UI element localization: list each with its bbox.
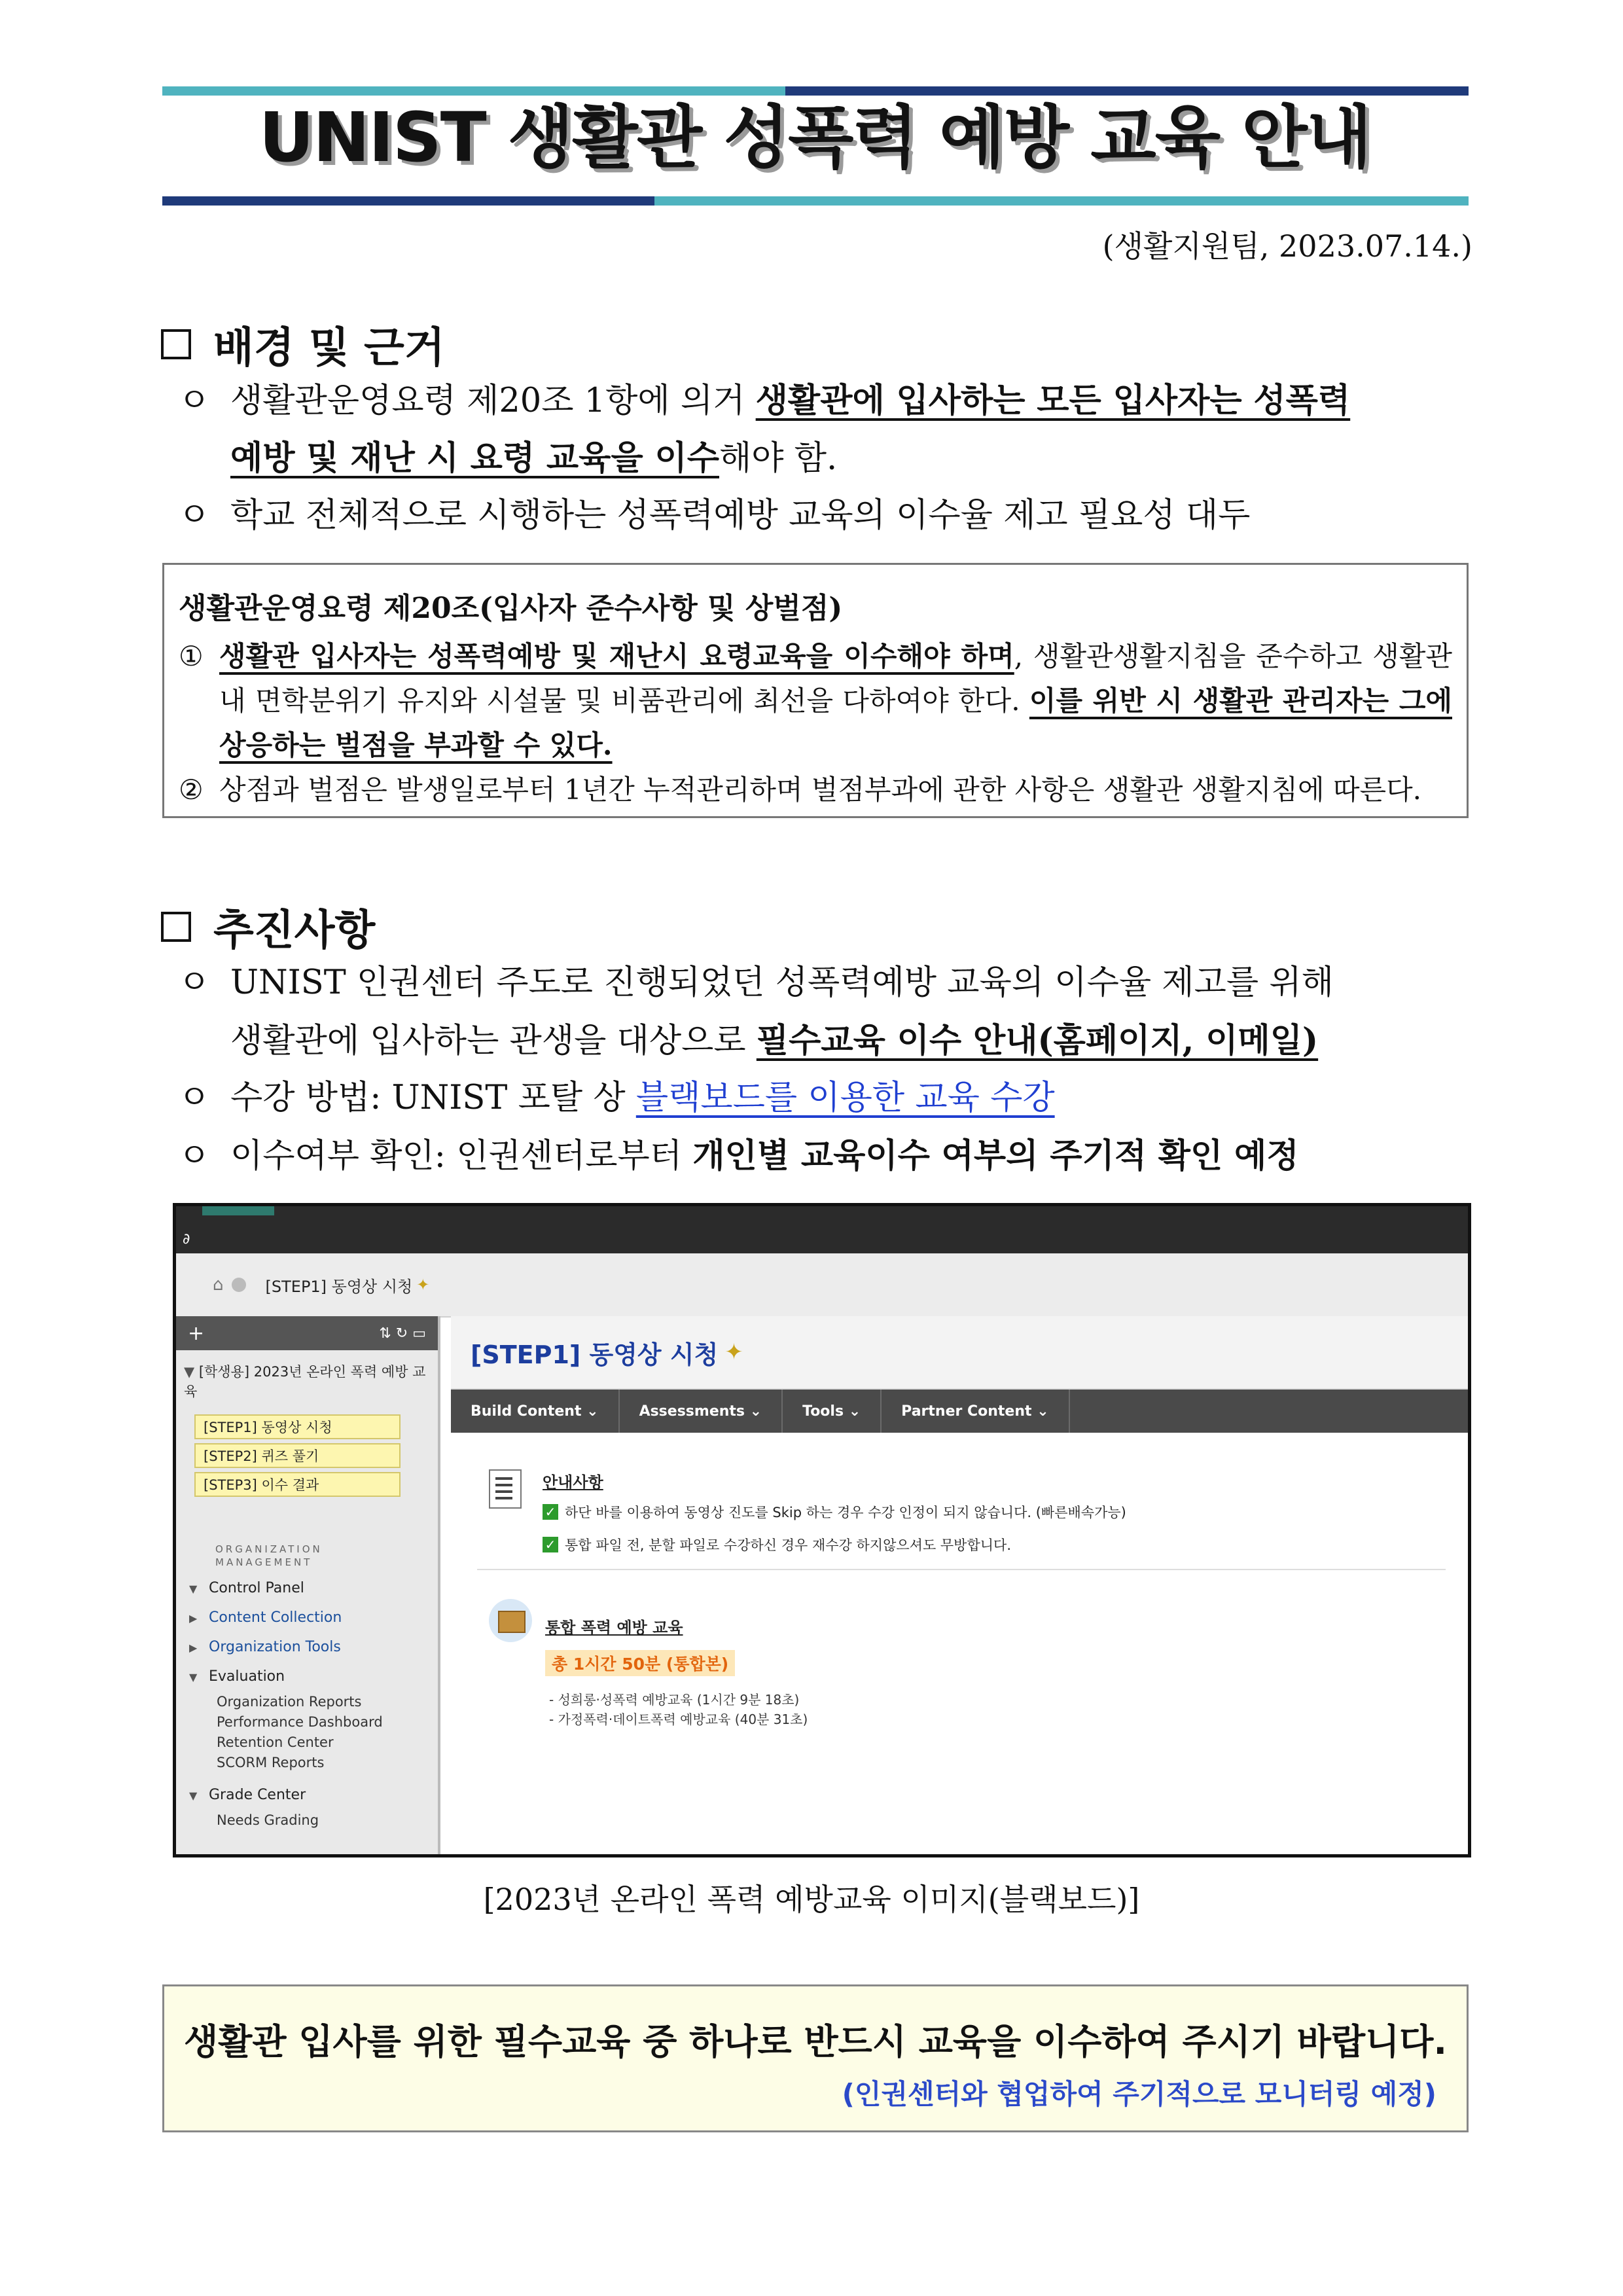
partner-content-menu[interactable]: Partner Content ⌄ [882, 1390, 1069, 1433]
org-label-line: ORGANIZATION [215, 1543, 323, 1555]
notice-line [543, 1535, 1011, 1554]
evaluation-link[interactable]: Performance Dashboard [217, 1714, 383, 1730]
bullet-mark: ㅇ [178, 963, 211, 1002]
bullet-item [178, 954, 1334, 1012]
bullet-emphasis: 필수교육 이수 안내(홈페이지, 이메일) [756, 1021, 1319, 1060]
top-header-bar [176, 1206, 1468, 1253]
content-page-title [451, 1316, 1471, 1390]
regulation-box [162, 563, 1469, 818]
bullet-text: 생활관에 입사하는 관생을 대상으로 [230, 1022, 757, 1060]
bullet-emphasis: 개인별 교육이수 여부의 주기적 확인 예정 [692, 1136, 1299, 1175]
menu-label: Partner Content [901, 1403, 1032, 1420]
section-heading-plan [161, 897, 375, 957]
bullet-item [178, 487, 1250, 545]
home-icon[interactable]: ⌂ [213, 1275, 224, 1295]
bullet-emphasis: 생활관에 입사하는 모든 입사자는 성폭력 [755, 381, 1351, 420]
title-bar-bottom-teal [654, 196, 1469, 206]
evaluation-link[interactable]: Organization Reports [217, 1694, 362, 1710]
notice-item-title[interactable]: 안내사항 [543, 1473, 603, 1492]
course-detail: - 가정폭력·데이트폭력 예방교육 (40분 31초) [549, 1712, 808, 1727]
checkbox-square-icon [161, 329, 191, 359]
bullet-continuation [230, 429, 837, 488]
add-icon[interactable]: + [188, 1321, 205, 1345]
evaluation-section[interactable] [176, 1662, 438, 1692]
title-bar-bottom-navy [162, 196, 686, 206]
sidebar-tools-icon[interactable]: ⇅ ↻ ▭ [379, 1325, 426, 1342]
organization-tools-link[interactable] [176, 1633, 438, 1662]
sidebar-item-step1[interactable] [194, 1414, 401, 1439]
step-label: [STEP3] 이수 결과 [204, 1477, 319, 1493]
brand-tab [202, 1206, 274, 1215]
regulation-emphasis: 이를 위반 시 생활관 관리자는 그에 상응하는 벌점을 부과할 수 있다. [219, 685, 1452, 761]
blackboard-link[interactable]: 블랙보드를 이용한 교육 수강 [635, 1079, 1055, 1117]
sidebar-item-step2[interactable] [194, 1443, 401, 1468]
bullet-mark: ㅇ [178, 382, 211, 420]
bullet-item [178, 1069, 1055, 1127]
course-title-text: [학생용] 2023년 온라인 폭력 예방 교육 [184, 1364, 426, 1399]
needs-grading-link[interactable]: Needs Grading [217, 1812, 319, 1828]
section-heading-background [161, 314, 445, 374]
content-area [451, 1316, 1471, 1857]
regulation-plain: , 생활관생활지침을 준수하고 생활관 내 면학분위기 유지와 시설물 및 비품관리에 최선을 다하여야 한다. [219, 640, 1452, 717]
notice-sub-text: (인권센터와 협업하여 주기적으로 모니터링 예정) [842, 2078, 1436, 2110]
org-label-line: MANAGEMENT [215, 1556, 313, 1568]
bullet-text: 생활관운영요령 제20조 1항에 의거 [230, 382, 756, 420]
bullet-continuation [230, 1012, 1318, 1070]
bullet-emphasis: 예방 및 재난 시 요령 교육을 이수 [230, 439, 719, 478]
sidebar-item-step3[interactable] [194, 1472, 401, 1497]
notice-box [162, 1984, 1469, 2132]
organization-tools-label: Organization Tools [209, 1639, 341, 1655]
figure-caption: [2023년 온라인 폭력 예방교육 이미지(블랙보드)] [483, 1882, 1140, 1917]
menu-label: Assessments [639, 1403, 745, 1420]
bullet-text: 학교 전체적으로 시행하는 성폭력예방 교육의 이수율 제고 필요성 대두 [230, 496, 1251, 535]
menu-label: Build Content [471, 1403, 582, 1420]
course-item-title[interactable]: 통합 폭력 예방 교육 [545, 1619, 683, 1637]
bullet-text: UNIST 인권센터 주도로 진행되었던 성폭력예방 교육의 이수율 제고를 위해 [230, 963, 1334, 1002]
notice-line [543, 1502, 1126, 1522]
bullet-text: 이수여부 확인: 인권센터로부터 [230, 1137, 693, 1175]
page-title: UNIST 생활관 성폭력 예방 교육 안내 [259, 98, 1371, 177]
checkbox-square-icon [161, 912, 191, 942]
step-label: [STEP2] 퀴즈 풀기 [204, 1448, 319, 1464]
course-detail: - 성희롱·성폭력 예방교육 (1시간 9분 18초) [549, 1692, 800, 1708]
link-icon: ∂ [183, 1231, 190, 1247]
evaluation-link[interactable]: SCORM Reports [217, 1755, 325, 1770]
package-icon [489, 1599, 532, 1642]
content-collection-label: Content Collection [209, 1609, 342, 1626]
course-menu-sidebar [176, 1316, 440, 1857]
expand-triangle-icon: ▶ [189, 1612, 198, 1624]
tools-menu[interactable]: Tools ⌄ [783, 1390, 882, 1433]
regulation-item [179, 634, 1452, 768]
green-check-icon: ✓ [543, 1504, 558, 1520]
collapse-triangle-icon: ▼ [189, 1789, 198, 1802]
collapse-triangle-icon: ▼ [184, 1364, 199, 1380]
control-panel-label: Control Panel [209, 1580, 304, 1596]
bullet-mark: ㅇ [178, 1079, 211, 1117]
section-heading-text: 배경 및 근거 [213, 324, 445, 372]
bullet-text: 해야 함. [719, 439, 838, 478]
notice-line-text: 통합 파일 전, 분할 파일로 수강하신 경우 재수강 하지않으셔도 무방합니다. [565, 1537, 1012, 1553]
notice-line-text: 하단 바를 이용하여 동영상 진도를 Skip 하는 경우 수강 인정이 되지 않습니다. (빠른배속가능) [565, 1505, 1126, 1520]
build-content-menu[interactable]: Build Content ⌄ [451, 1390, 620, 1433]
control-panel[interactable] [176, 1574, 438, 1604]
section-heading-text: 추진사항 [213, 906, 376, 955]
action-bar [451, 1390, 1471, 1433]
breadcrumb [176, 1253, 1468, 1318]
bullet-mark: ㅇ [178, 496, 211, 535]
chevron-down-icon[interactable] [232, 1278, 246, 1292]
green-check-icon: ✓ [543, 1537, 558, 1552]
regulation-number: ② [179, 774, 204, 806]
notice-content-item [477, 1460, 1446, 1570]
dateline: (생활지원팀, 2023.07.14.) [1102, 228, 1472, 264]
menu-label: Tools [802, 1403, 844, 1420]
collapse-triangle-icon: ▼ [189, 1671, 198, 1683]
content-collection-link[interactable] [176, 1604, 438, 1633]
star-icon: ✦ [724, 1339, 743, 1365]
bullet-item [178, 1127, 1299, 1185]
org-management-label [215, 1543, 438, 1569]
notice-main-text: 생활관 입사를 위한 필수교육 중 하나로 반드시 교육을 이수하여 주시기 바랍니다. [184, 2021, 1447, 2062]
blackboard-screenshot [173, 1203, 1471, 1857]
sidebar-toolbar [176, 1316, 438, 1350]
step-label: [STEP1] 동영상 시청 [204, 1420, 332, 1435]
regulation-text: 상점과 벌점은 발생일로부터 1년간 누적관리하며 벌점부과에 관한 사항은 생활관 생활지침에 따른다. [219, 774, 1422, 806]
content-page-title-text: [STEP1] 동영상 시청 [471, 1340, 719, 1369]
grade-center-section[interactable] [176, 1781, 438, 1810]
evaluation-label: Evaluation [209, 1668, 285, 1685]
expand-triangle-icon: ▶ [189, 1641, 198, 1654]
collapse-triangle-icon: ▼ [189, 1583, 198, 1595]
regulation-number: ① [179, 640, 204, 672]
regulation-text [219, 634, 1452, 768]
duration-badge: 총 1시간 50분 (통합본) [545, 1650, 735, 1676]
bullet-text: 수강 방법: UNIST 포탈 상 [230, 1079, 636, 1117]
star-icon: ✦ [416, 1276, 430, 1294]
bullet-item [178, 372, 1469, 430]
regulation-emphasis: 생활관 입사자는 성폭력예방 및 재난시 요령교육을 이수해야 하며 [219, 640, 1014, 672]
course-title[interactable] [176, 1350, 438, 1401]
title-bar-top-navy [785, 86, 1469, 96]
regulation-title: 생활관운영요령 제20조(입사자 준수사항 및 상벌점) [179, 592, 843, 625]
bullet-mark: ㅇ [178, 1137, 211, 1175]
regulation-item [179, 768, 1452, 812]
breadcrumb-current[interactable]: [STEP1] 동영상 시청 [265, 1277, 413, 1296]
evaluation-link[interactable]: Retention Center [217, 1734, 334, 1750]
assessments-menu[interactable]: Assessments ⌄ [620, 1390, 783, 1433]
grade-center-label: Grade Center [209, 1787, 306, 1803]
document-icon [489, 1469, 522, 1509]
